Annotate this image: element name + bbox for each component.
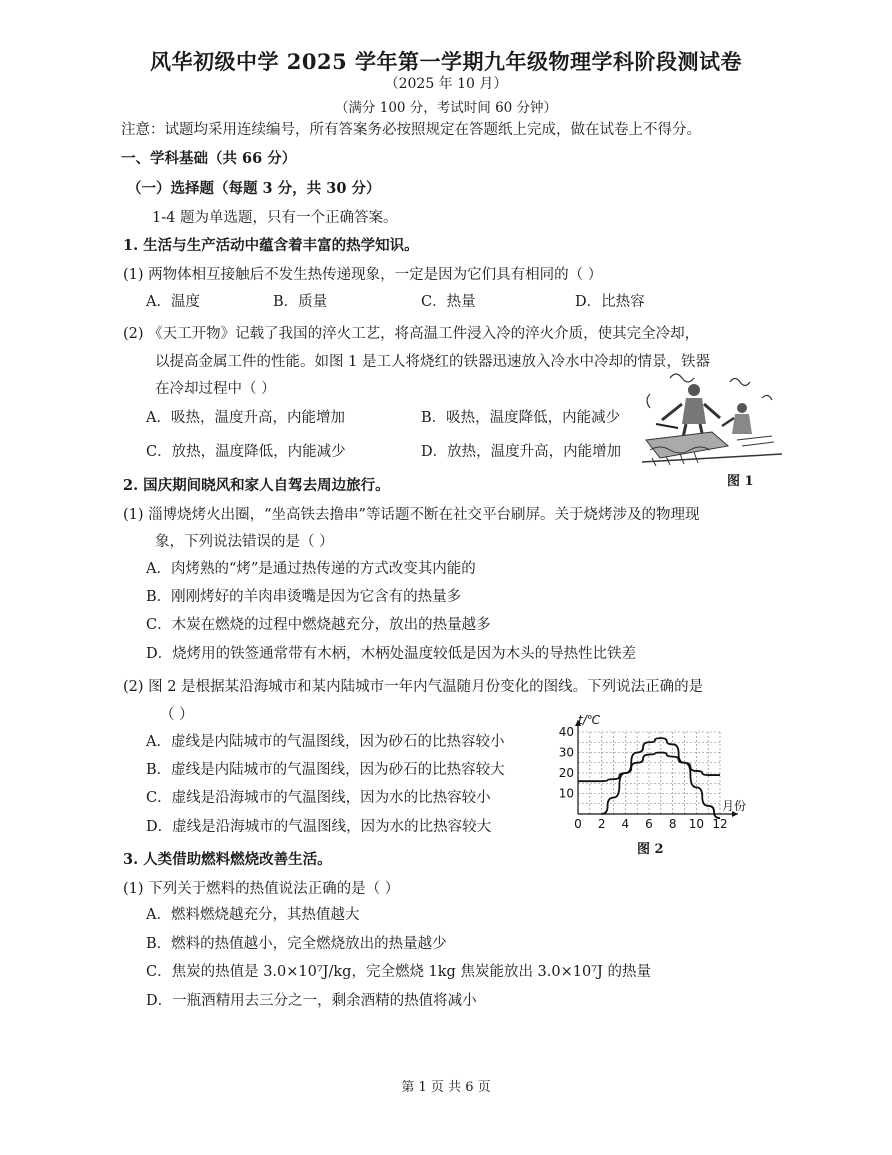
figure2-temperature-chart [550,710,775,835]
x-tick-label: 0 [574,817,582,831]
section-heading: 一、学科基础（共 66 分） [121,150,297,167]
q1-1-option-a: A．温度 [146,294,200,310]
notice: 注意：试题均采用连续编号，所有答案务必按照规定在答题纸上完成，做在试卷上不得分。 [121,122,701,138]
q2-2-option-c: C．虚线是沿海城市的气温图线，因为水的比热容较小 [146,790,491,806]
score-time: （满分 100 分，考试时间 60 分钟） [334,100,558,116]
q2-1-line2: 象，下列说法错误的是（ ） [155,534,334,550]
q2-1-option-c: C．木炭在燃烧的过程中燃烧越充分，放出的热量越多 [146,617,491,633]
x-tick-label: 4 [621,817,630,831]
figure1-caption: 图 1 [727,474,754,489]
q1-2-option-d: D．放热，温度升高，内能增加 [421,444,622,460]
q1-2-line1: (2) 《天工开物》记载了我国的淬火工艺，将高温工件浸入冷的淬火介质，使其完全冷却， [123,326,700,342]
q1-1-option-c: C．热量 [421,294,476,310]
q1-2-option-c: C．放热，温度降低，内能减少 [146,444,346,460]
x-tick-label: 8 [668,817,677,831]
instruction: 1-4 题为单选题，只有一个正确答案。 [152,210,398,226]
subsection-heading: （一）选择题（每题 3 分，共 30 分） [127,180,381,197]
q2-1-line1: (1) 淄博烧烤火出圈，“坐高铁去撸串”等话题不断在社交平台刷屏。关于烧烤涉及的物理现 [123,507,700,523]
q2-stem: 2. 国庆期间晓风和家人自驾去周边旅行。 [123,477,390,494]
q3-1-option-d: D．一瓶酒精用去三分之一，剩余酒精的热值将减小 [146,993,477,1009]
q2-2-line1: (2) 图 2 是根据某沿海城市和某内陆城市一年内气温随月份变化的图线。下列说法正确的是 [123,679,704,695]
figure1-quenching-illustration [642,368,782,468]
q1-1-text: (1) 两物体相互接触后不发生热传递现象，一定是因为它们具有相同的（ ） [123,267,603,283]
chart-axes [575,720,738,817]
q1-1-option-b: B．质量 [273,294,328,310]
q1-2-line2: 以提高金属工件的性能。如图 1 是工人将烧红的铁器迅速放入冷水中冷却的情景，铁器 [155,354,710,370]
q2-2-option-d: D．虚线是沿海城市的气温图线，因为水的比热容较大 [146,819,492,835]
q1-stem: 1. 生活与生产活动中蕴含着丰富的热学知识。 [123,237,419,254]
exam-title: 风华初级中学 2025 学年第一学期九年级物理学科阶段测试卷 [149,49,743,74]
q1-2-line3: 在冷却过程中（ ） [155,381,276,397]
q1-2-option-b: B．吸热，温度降低，内能减少 [421,410,621,426]
x-tick-label: 2 [597,817,606,831]
q2-1-option-d: D．烧烤用的铁签通常带有木柄，木柄处温度较低是因为木头的导热性比铁差 [146,646,637,662]
q2-1-option-b: B．刚刚烤好的羊肉串烫嘴是因为它含有的热量多 [146,589,462,605]
x-tick-label: 12 [712,817,728,831]
q3-1-option-a: A．燃料燃烧越充分，其热值越大 [146,907,360,923]
page-number: 第 1 页 共 6 页 [401,1080,491,1095]
q3-1-option-b: B．燃料的热值越小，完全燃烧放出的热量越少 [146,936,447,952]
figure2-caption: 图 2 [637,842,664,857]
q3-stem: 3. 人类借助燃料燃烧改善生活。 [123,851,332,868]
chart-series [578,738,720,818]
q3-1-option-c: C．焦炭的热值是 3.0×10⁷J/kg，完全燃烧 1kg 焦炭能放出 3.0×10⁷J 的热量 [146,964,651,980]
q3-1-text: (1) 下列关于燃料的热值说法正确的是（ ） [123,881,400,897]
chart-xlabel: 月份 [722,799,747,813]
q2-2-option-b: B．虚线是内陆城市的气温图线，因为砂石的比热容较大 [146,762,505,778]
q2-2-line2: （ ） [160,707,194,723]
q2-1-option-a: A．肉烤熟的“烤”是通过热传递的方式改变其内能的 [146,561,476,577]
q1-2-option-a: A．吸热，温度升高，内能增加 [146,410,345,426]
y-tick-label: 20 [558,766,574,780]
chart-ylabel: t/℃ [578,713,601,727]
y-tick-label: 30 [558,745,574,760]
x-tick-label: 6 [645,817,653,831]
q2-2-option-a: A．虚线是内陆城市的气温图线，因为砂石的比热容较小 [146,734,505,750]
chart-tick-labels [559,725,728,831]
exam-date: （2025 年 10 月） [384,76,508,92]
y-tick-label: 10 [558,786,574,801]
x-tick-label: 10 [688,817,704,831]
y-tick-label: 40 [558,725,574,739]
chart-grid [578,732,720,814]
q1-1-option-d: D．比热容 [575,294,645,310]
